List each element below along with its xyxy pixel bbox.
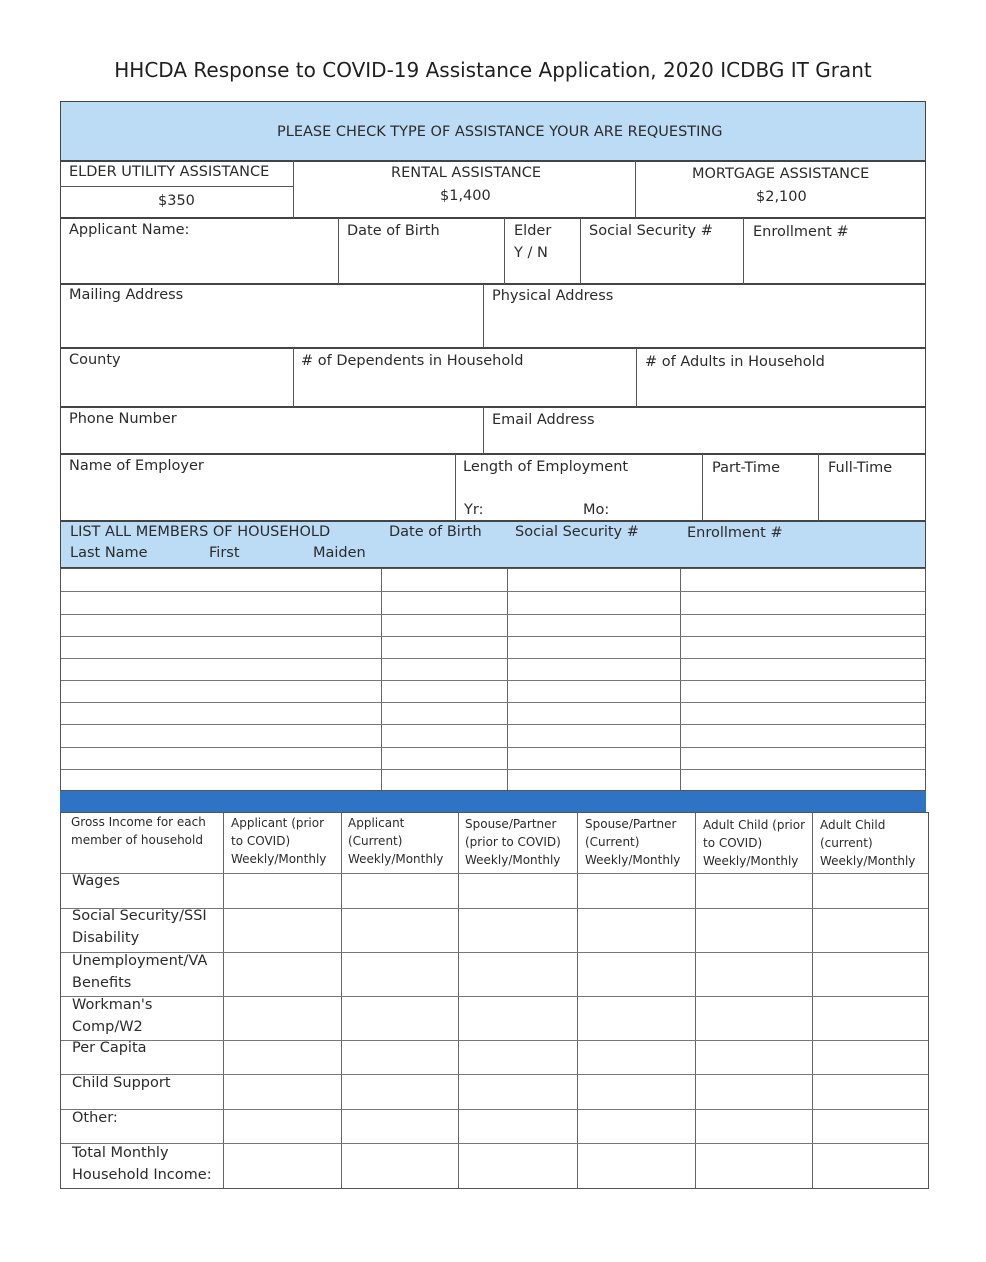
adults-field[interactable]: # of Adults in Household (645, 354, 825, 370)
rental-option[interactable]: RENTAL ASSISTANCE (391, 165, 542, 181)
part-time-option[interactable]: Part-Time (712, 460, 781, 476)
income-row-wages: Wages (72, 873, 120, 889)
member-grid-row-line (61, 636, 925, 637)
rental-amount: $1,400 (440, 188, 491, 204)
member-grid-row-line (61, 724, 925, 725)
household-enrollment-header: Enrollment # (687, 525, 783, 541)
phone-field[interactable]: Phone Number (69, 411, 177, 427)
member-grid-row-line (61, 591, 925, 592)
employment-months[interactable]: Mo: (583, 502, 610, 518)
mailing-address-field[interactable]: Mailing Address (69, 287, 184, 303)
income-row-per-capita: Per Capita (72, 1040, 147, 1056)
household-last-name-header: Last Name (70, 545, 148, 561)
household-dob-header: Date of Birth (389, 524, 482, 540)
elder-utility-option[interactable]: ELDER UTILITY ASSISTANCE (69, 164, 270, 180)
full-time-option[interactable]: Full-Time (828, 460, 893, 476)
email-field[interactable]: Email Address (492, 412, 595, 428)
income-col-label: Gross Income for each member of household (71, 815, 206, 847)
income-grid-column-divider (223, 813, 224, 1188)
applicant-dob-field[interactable]: Date of Birth (347, 223, 440, 239)
form-title: HHCDA Response to COVID-19 Assistance Application, 2020 ICDBG IT Grant (114, 58, 872, 82)
income-row-child-support: Child Support (72, 1075, 171, 1091)
employment-length-field[interactable]: Length of Employment (463, 459, 629, 475)
household-maiden-header: Maiden (313, 545, 366, 561)
income-row-total: Total Monthly Household Income: (72, 1145, 212, 1183)
income-divider-bar (60, 791, 926, 812)
elder-utility-amount: $350 (158, 193, 195, 209)
income-col-child-prior: Adult Child (prior to COVID) Weekly/Monthly (703, 818, 805, 868)
income-grid-column-divider (695, 813, 696, 1188)
member-grid-row-line (61, 680, 925, 681)
household-ssn-header: Social Security # (515, 524, 639, 540)
income-grid-column-divider (458, 813, 459, 1188)
member-grid-row-line (61, 769, 925, 770)
household-members-table (60, 568, 926, 791)
income-grid-column-divider (341, 813, 342, 1188)
dependents-field[interactable]: # of Dependents in Household (301, 353, 524, 369)
assistance-heading: PLEASE CHECK TYPE OF ASSISTANCE YOUR ARE REQUESTING (277, 124, 723, 140)
mortgage-option[interactable]: MORTGAGE ASSISTANCE (692, 166, 870, 182)
income-col-applicant-prior: Applicant (prior to COVID) Weekly/Monthly (231, 816, 327, 866)
mortgage-amount: $2,100 (756, 189, 807, 205)
county-field[interactable]: County (69, 352, 121, 368)
physical-address-field[interactable]: Physical Address (492, 288, 614, 304)
applicant-name-field[interactable]: Applicant Name: (69, 222, 190, 238)
income-row-other: Other: (72, 1110, 118, 1126)
member-grid-row-line (61, 702, 925, 703)
employment-years[interactable]: Yr: (464, 502, 484, 518)
income-col-child-current: Adult Child (current) Weekly/Monthly (820, 818, 916, 868)
member-grid-row-line (61, 747, 925, 748)
income-col-spouse-prior: Spouse/Partner (prior to COVID) Weekly/Monthly (465, 817, 561, 867)
income-grid-column-divider (812, 813, 813, 1188)
income-row-unemployment: Unemployment/VA Benefits (72, 953, 208, 991)
income-row-workmans-comp: Workman's Comp/W2 (72, 997, 153, 1035)
household-first-name-header: First (209, 545, 240, 561)
member-grid-row-line (61, 614, 925, 615)
income-col-applicant-current: Applicant (Current) Weekly/Monthly (348, 816, 444, 866)
applicant-enrollment-field[interactable]: Enrollment # (753, 224, 849, 240)
member-grid-row-line (61, 658, 925, 659)
applicant-ssn-field[interactable]: Social Security # (589, 223, 713, 239)
income-col-spouse-current: Spouse/Partner (Current) Weekly/Monthly (585, 817, 681, 867)
household-heading: LIST ALL MEMBERS OF HOUSEHOLD (70, 524, 331, 540)
employer-field[interactable]: Name of Employer (69, 458, 204, 474)
income-row-social-security: Social Security/SSI Disability (72, 908, 207, 946)
elder-yes-no[interactable]: Y / N (514, 245, 548, 261)
income-grid-column-divider (577, 813, 578, 1188)
elder-field[interactable]: Elder (514, 223, 552, 239)
